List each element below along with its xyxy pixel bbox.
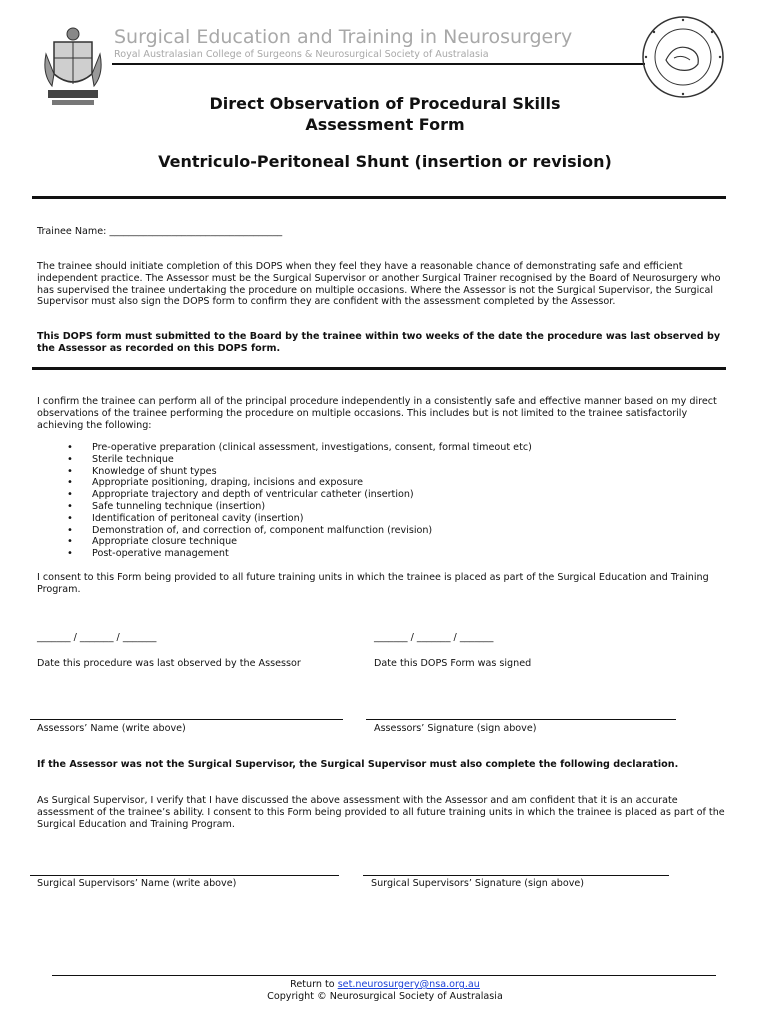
supervisor-name-line[interactable] bbox=[30, 875, 339, 876]
observed-date-label: Date this procedure was last observed by the Assessor bbox=[37, 658, 301, 669]
confirm-paragraph: I confirm the trainee can perform all of the principal procedure independently in a consistently safe and effective manner based on my direct observations of the trainee performing the procedure on multiple occasions. This includes but is not limited to the trainee satisfactorily achieving the following: bbox=[37, 396, 717, 431]
procedure-title: Ventriculo-Peritoneal Shunt (insertion or revision) bbox=[158, 152, 612, 171]
signed-date-label: Date this DOPS Form was signed bbox=[374, 658, 532, 669]
footer-return bbox=[0, 979, 770, 991]
footer-rule bbox=[52, 975, 716, 976]
assessor-name-label: Assessors’ Name (write above) bbox=[37, 723, 186, 734]
return-prefix: Return to bbox=[290, 979, 338, 990]
submit-notice: This DOPS form must submitted to the Board by the trainee within two weeks of the date the procedure was last observed by the Assessor as recorded on this DOPS form. bbox=[37, 331, 721, 354]
supervisor-heading: If the Assessor was not the Surgical Supervisor, the Surgical Supervisor must also complete the following declaration. bbox=[37, 759, 679, 770]
consent-paragraph: I consent to this Form being provided to all future training units in which the trainee is placed as part of the Surgical Education and Training Program. bbox=[37, 572, 709, 595]
header-subtitle: Royal Australasian College of Surgeons & Neurosurgical Society of Australasia bbox=[114, 49, 489, 60]
supervisor-signature-label: Surgical Supervisors’ Signature (sign above) bbox=[371, 878, 585, 889]
assessor-name-line[interactable] bbox=[30, 719, 343, 720]
assessor-signature-label: Assessors’ Signature (sign above) bbox=[374, 723, 537, 734]
list-item: • Pre-operative preparation (clinical assessment, investigations, consent, formal timeout etc) bbox=[37, 442, 727, 454]
form-title-line2: Assessment Form bbox=[305, 115, 465, 134]
list-item: • Knowledge of shunt types bbox=[37, 466, 727, 478]
list-item: • Appropriate trajectory and depth of ventricular catheter (insertion) bbox=[37, 489, 727, 501]
trainee-name-field[interactable] bbox=[37, 226, 282, 237]
list-item: • Identification of peritoneal cavity (insertion) bbox=[37, 513, 727, 525]
header-title: Surgical Education and Training in Neurosurgery bbox=[114, 26, 573, 48]
intro-paragraph: The trainee should initiate completion of this DOPS when they feel they have a reasonable chance of demonstrating safe and efficient independent practice. The Assessor must be the Surgical Supervisor or another Surgical Trainer recognised by the Board of Neurosurgery who has supervised the trainee undertaking the procedure on multiple occasions. Where the Assessor is not the Surgical Supervisor, the Surgical Supervisor must also sign the DOPS form to confirm they are confident with the assessment completed by the Assessor. bbox=[37, 261, 721, 308]
list-item: • Appropriate closure technique bbox=[37, 536, 727, 548]
email-link[interactable]: set.neurosurgery@nsa.org.au bbox=[337, 979, 480, 990]
form-title-line1: Direct Observation of Procedural Skills bbox=[209, 94, 561, 113]
assessor-signature-line[interactable] bbox=[366, 719, 676, 720]
list-item: • Post-operative management bbox=[37, 548, 727, 560]
list-item: • Safe tunneling technique (insertion) bbox=[37, 501, 727, 513]
supervisor-name-label: Surgical Supervisors’ Name (write above) bbox=[37, 878, 237, 889]
criteria-list bbox=[37, 442, 727, 560]
list-item: • Demonstration of, and correction of, component malfunction (revision) bbox=[37, 525, 727, 537]
observed-date-field[interactable]: _______ / _______ / _______ bbox=[37, 632, 157, 643]
trainee-name-blank[interactable]: ____________________________________ bbox=[109, 226, 283, 237]
list-item: • Appropriate positioning, draping, incisions and exposure bbox=[37, 477, 727, 489]
supervisor-paragraph: As Surgical Supervisor, I verify that I have discussed the above assessment with the Assessor and am confident that it is an accurate assessment of the trainee’s ability. I consent to this Form being provided to all future training units in which the trainee is placed as part of the Surgical Education and Training Program. bbox=[37, 795, 725, 830]
trainee-name-label: Trainee Name: bbox=[37, 226, 110, 237]
signed-date-field[interactable]: _______ / _______ / _______ bbox=[374, 632, 494, 643]
footer-copyright: Copyright © Neurosurgical Society of Australasia bbox=[267, 991, 503, 1002]
list-item: • Sterile technique bbox=[37, 454, 727, 466]
divider bbox=[32, 196, 726, 199]
supervisor-signature-line[interactable] bbox=[363, 875, 669, 876]
society-seal-icon bbox=[640, 14, 726, 100]
header-rule bbox=[112, 63, 645, 65]
divider bbox=[32, 367, 726, 370]
